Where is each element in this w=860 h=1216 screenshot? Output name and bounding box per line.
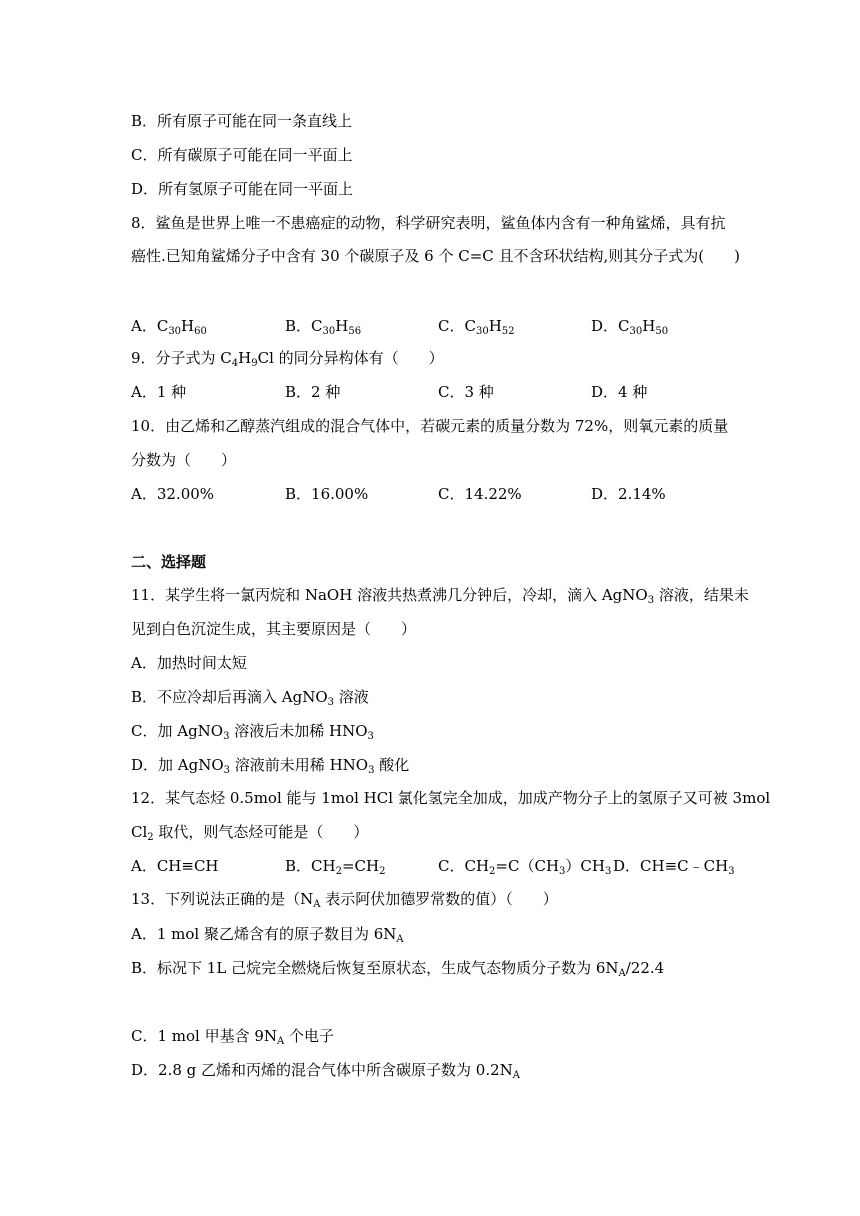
q8-stem-line2: 癌性.已知角鲨烯分子中含有 30 个碳原子及 6 个 C=C 且不含环状结构,则其分子式为( ) [131,247,741,265]
q10-option-b: B．16.00% [285,485,369,503]
q7-option-c: C．所有碳原子可能在同一平面上 [131,146,353,164]
q9-option-d: D．4 种 [591,383,648,401]
q11-option-b: B．不应冷却后再滴入 AgNO$_3$ 溶液 [131,688,369,708]
q9-option-a: A．1 种 [131,383,187,401]
q12-stem-line1: 12．某气态烃 0.5mol 能与 1mol HCl 氯化氢完全加成，加成产物分子上的氢原子又可被 3mol [131,789,771,807]
q11-option-a: A．加热时间太短 [131,654,247,672]
q8-option-b: B．$C_{30}H_{56}$ [285,317,362,337]
q7-option-b: B．所有原子可能在同一条直线上 [131,112,353,130]
q8-option-d: D．$C_{30}H_{50}$ [591,317,669,337]
q10-stem-line2: 分数为（ ） [131,451,237,469]
q9-option-c: C．3 种 [438,383,494,401]
section-heading: 二、选择题 [131,553,207,571]
q13-option-a: A．1 mol 聚乙烯含有的原子数目为 $6N_A$ [131,925,404,945]
q13-option-d: D．2.8 g 乙烯和丙烯的混合气体中所含碳原子数为 $0.2N_A$ [131,1061,521,1081]
q13-option-c: C．1 mol 甲基含 $9N_A$ 个电子 [131,1027,335,1047]
q11-stem-line1: 11．某学生将一氯丙烷和 NaOH 溶液共热煮沸几分钟后，冷却，滴入 AgNO$_3$ 溶液，结果未 [131,586,749,606]
q9-stem: 9．分子式为 $C_4H_9Cl$ 的同分异构体有（ ） [131,349,444,369]
q11-option-d: D．加 AgNO$_3$ 溶液前未用稀 $HNO_3$ 酸化 [131,756,410,776]
q9-option-b: B．2 种 [285,383,341,401]
q10-option-d: D．2.14% [591,485,666,503]
q8-stem-line1: 8．鲨鱼是世界上唯一不患癌症的动物，科学研究表明，鲨鱼体内含有一种角鲨烯，具有抗 [131,214,726,232]
q10-stem-line1: 10．由乙烯和乙醇蒸汽组成的混合气体中，若碳元素的质量分数为 72%，则氧元素的质量 [131,417,729,435]
q12-option-a: A．CH≡CH [131,857,219,875]
q7-option-d: D．所有氢原子可能在同一平面上 [131,180,354,198]
q10-option-a: A．32.00% [131,485,215,503]
q11-option-c: C．加 AgNO$_3$ 溶液后未加稀 $HNO_3$ [131,722,374,742]
q12-stem-line2: $Cl_2$ 取代，则气态烃可能是（ ） [131,823,369,843]
q10-option-c: C．14.22% [438,485,522,503]
q13-stem: 13．下列说法正确的是（$N_A$ 表示阿伏加德罗常数的值）（ ） [131,890,558,910]
q11-stem-line2: 见到白色沉淀生成，其主要原因是（ ） [131,620,417,638]
q12-option-b: B．$CH_2=CH_2$ [285,857,386,877]
q8-option-a: A．$C_{30}H_{60}$ [131,317,207,337]
q13-option-b: B．标况下 1L 己烷完全燃烧后恢复至原状态，生成气态物质分子数为 $6N_A/22.4$ [131,959,665,979]
q12-option-c: C．$CH_2=C(CH_3)CH_3$ [438,857,612,877]
q12-option-d: D．$CH\equiv C﹣CH_3$ [613,857,735,877]
q8-option-c: C．$C_{30}H_{52}$ [438,317,515,337]
